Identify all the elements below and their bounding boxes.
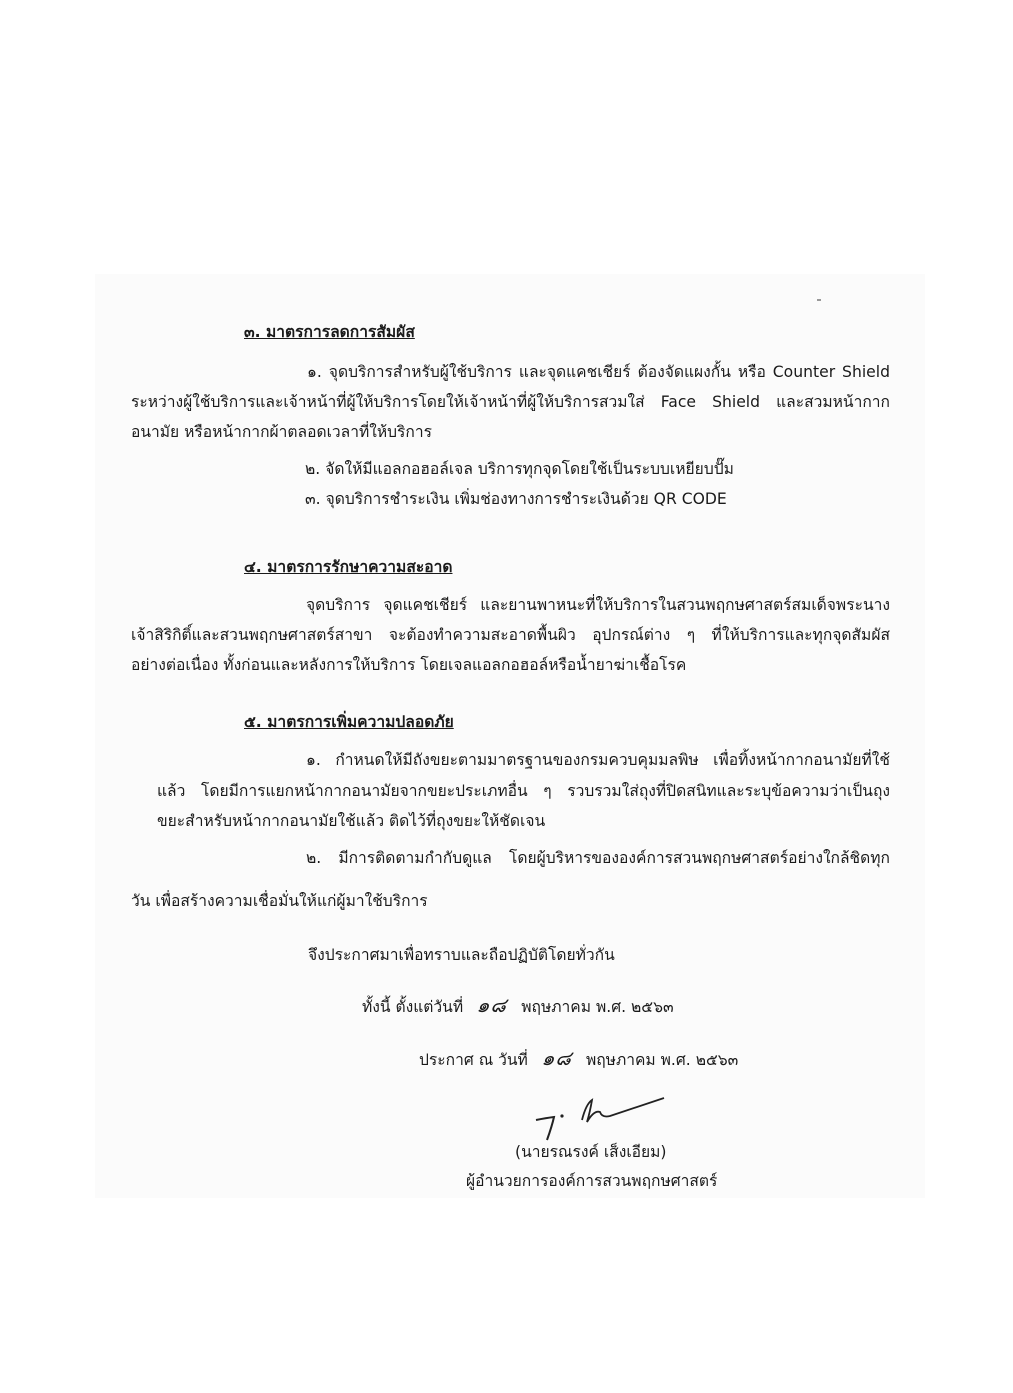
handwritten-signature xyxy=(532,1090,672,1145)
effective-date-month-year: พฤษภาคม พ.ศ. ๒๕๖๓ xyxy=(521,998,674,1016)
section-5-item-2-line-2: วัน เพื่อสร้างความเชื่อมั่นให้แก่ผู้มาใช้บริการ xyxy=(131,892,428,910)
issued-date-prefix: ประกาศ ณ วันที่ xyxy=(419,1051,528,1069)
signatory-name: (นายรณรงค์ เส็งเอียม) xyxy=(515,1143,667,1161)
section-3-heading: ๓. มาตรการลดการสัมผัส xyxy=(244,323,415,341)
section-5-item-2-line-1: ๒. มีการติดตามกำกับดูแล โดยผู้บริหารขององค์การสวนพฤกษศาสตร์อย่างใกล้ชิดทุก xyxy=(306,849,890,867)
section-5-heading: ๕. มาตรการเพิ่มความปลอดภัย xyxy=(244,713,454,731)
issued-date-day: ๑๘ xyxy=(540,1046,574,1070)
section-4-heading: ๔. มาตรการรักษาความสะอาด xyxy=(244,558,453,576)
section-5-item-1-line-3: ขยะสำหรับหน้ากากอนามัยใช้แล้ว ติดไว้ที่ถุงขยะให้ชัดเจน xyxy=(157,812,546,830)
section-3-item-2: ๒. จัดให้มีแอลกอฮอล์เจล บริการทุกจุดโดยใช้เป็นระบบเหยียบปั๊ม xyxy=(305,460,734,478)
section-3-item-1-line-2: ระหว่างผู้ใช้บริการและเจ้าหน้าที่ผู้ให้บริการโดยให้เจ้าหน้าที่ผู้ให้บริการสวมใส่ Face Shield และสวมหน้ากาก xyxy=(131,393,890,411)
section-3-item-1-line-1: ๑. จุดบริการสำหรับผู้ใช้บริการ และจุดแคชเชียร์ ต้องจัดแผงกั้น หรือ Counter Shield xyxy=(307,363,890,381)
section-4-line-2: เจ้าสิริกิติ์และสวนพฤกษศาสตร์สาขา จะต้องทำความสะอาดพื้นผิว อุปกรณ์ต่าง ๆ ที่ให้บริการและทุกจุดสัมผัส xyxy=(131,626,890,644)
section-3-item-3: ๓. จุดบริการชำระเงิน เพิ่มช่องทางการชำระเงินด้วย QR CODE xyxy=(305,490,727,508)
effective-date-line xyxy=(362,994,674,1018)
section-4-line-1: จุดบริการ จุดแคชเชียร์ และยานพาหนะที่ให้บริการในสวนพฤกษศาสตร์สมเด็จพระนาง xyxy=(306,596,890,614)
section-4-line-3: อย่างต่อเนื่อง ทั้งก่อนและหลังการให้บริการ โดยเจลแอลกอฮอล์หรือน้ำยาฆ่าเชื้อโรค xyxy=(131,656,687,674)
signatory-position: ผู้อำนวยการองค์การสวนพฤกษศาสตร์ xyxy=(466,1172,718,1190)
section-5-item-1-line-1: ๑. กำหนดให้มีถังขยะตามมาตรฐานของกรมควบคุมมลพิษ เพื่อทิ้งหน้ากากอนามัยที่ใช้ xyxy=(306,751,890,769)
issued-date-line xyxy=(419,1047,738,1071)
section-3-item-1-line-3: อนามัย หรือหน้ากากผ้าตลอดเวลาที่ให้บริการ xyxy=(131,423,432,441)
effective-date-prefix: ทั้งนี้ ตั้งแต่วันที่ xyxy=(362,998,464,1016)
scan-speck xyxy=(817,299,821,301)
issued-date-month-year: พฤษภาคม พ.ศ. ๒๕๖๓ xyxy=(585,1051,739,1069)
effective-date-day: ๑๘ xyxy=(475,993,509,1017)
section-5-item-1-line-2: แล้ว โดยมีการแยกหน้ากากอนามัยจากขยะประเภทอื่น ๆ รวบรวมใส่ถุงที่ปิดสนิทและระบุข้อความว่าเป็นถุง xyxy=(157,782,890,800)
closing-announcement: จึงประกาศมาเพื่อทราบและถือปฏิบัติโดยทั่วกัน xyxy=(308,946,615,964)
